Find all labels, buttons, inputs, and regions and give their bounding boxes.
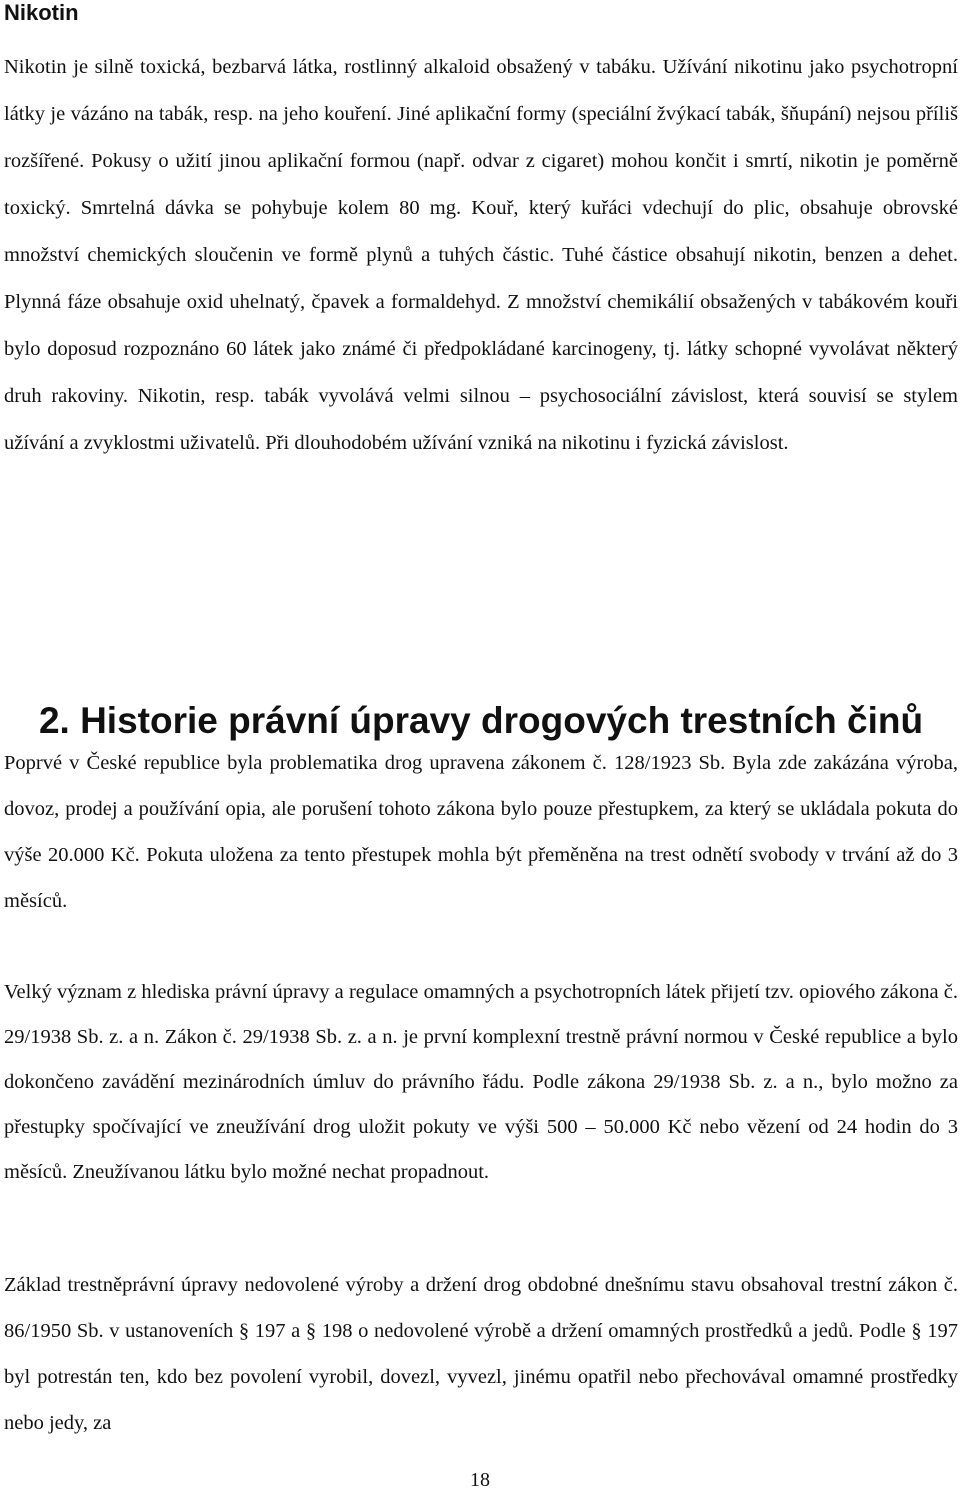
page-number: 18 — [470, 1469, 490, 1491]
paragraph-nikotin: Nikotin je silně toxická, bezbarvá látka, rostlinný alkaloid obsažený v tabáku. Užívání nikotinu jako psychotropní látky je vázáno na tabák, resp. na jeho kouření. Jiné aplikační formy (speciální žvýkací tabák, šňupání) nejsou příliš rozšířené. Pokusy o užití jinou aplikační formou (např. odvar z cigaret) mohou končit i smrtí, nikotin je poměrně toxický. Smrtelná dávka se pohybuje kolem 80 mg. Kouř, který kuřáci vdechují do plic, obsahuje obrovské množství chemických sloučenin ve formě plynů a tuhých částic. Tuhé částice obsahují nikotin, benzen a dehet. Plynná fáze obsahuje oxid uhelnatý, čpavek a formaldehyd. Z množství chemikálií obsažených v tabákovém kouři bylo doposud rozpoznáno 60 látek jako známé či předpokládané karcinogeny, tj. látky schopné vyvolávat některý druh rakoviny. Nikotin, resp. tabák vyvolává velmi silnou – psychosociální závislost, která souvisí se stylem užívání a zvyklostmi uživatelů. Při dlouhodobém užívání vzniká na nikotinu i fyzická závislost. — [4, 56, 958, 454]
chapter-heading: 2. Historie právní úpravy drogových trestních činů — [38, 700, 924, 741]
section-title-nikotin: Nikotin — [4, 0, 79, 25]
paragraph-history-2: Velký význam z hlediska právní úpravy a regulace omamných a psychotropních látek přijetí tzv. opiového zákona č. 29/1938 Sb. z. a n. Zákon č. 29/1938 Sb. z. a n. je první komplexní trestně právní normou v České republice a bylo dokončeno zavádění mezinárodních úmluv do právního řádu. Podle zákona 29/1938 Sb. z. a n., bylo možno za přestupky spočívající ve zneužívání drog uložit pokuty ve výši 500 – 50.000 Kč nebo vězení od 24 hodin do 3 měsíců. Zneužívanou látku bylo možné nechat propadnout. — [4, 981, 958, 1183]
paragraph-history-1: Poprvé v České republice byla problematika drog upravena zákonem č. 128/1923 Sb. Byla zde zakázána výroba, dovoz, prodej a používání opia, ale porušení tohoto zákona bylo pouze přestupkem, za který se ukládala pokuta do výše 20.000 Kč. Pokuta uložena za tento přestupek mohla být přeměněna na trest odnětí svobody v trvání až do 3 měsíců. — [4, 752, 958, 912]
paragraph-history-3: Základ trestněprávní úpravy nedovolené výroby a držení drog obdobné dnešnímu stavu obsahoval trestní zákon č. 86/1950 Sb. v ustanoveních § 197 a § 198 o nedovolené výrobě a držení omamných prostředků a jedů. Podle § 197 byl potrestán ten, kdo bez povolení vyrobil, dovezl, vyvezl, jinému opatřil nebo přechovával omamné prostředky nebo jedy, za — [4, 1274, 958, 1434]
